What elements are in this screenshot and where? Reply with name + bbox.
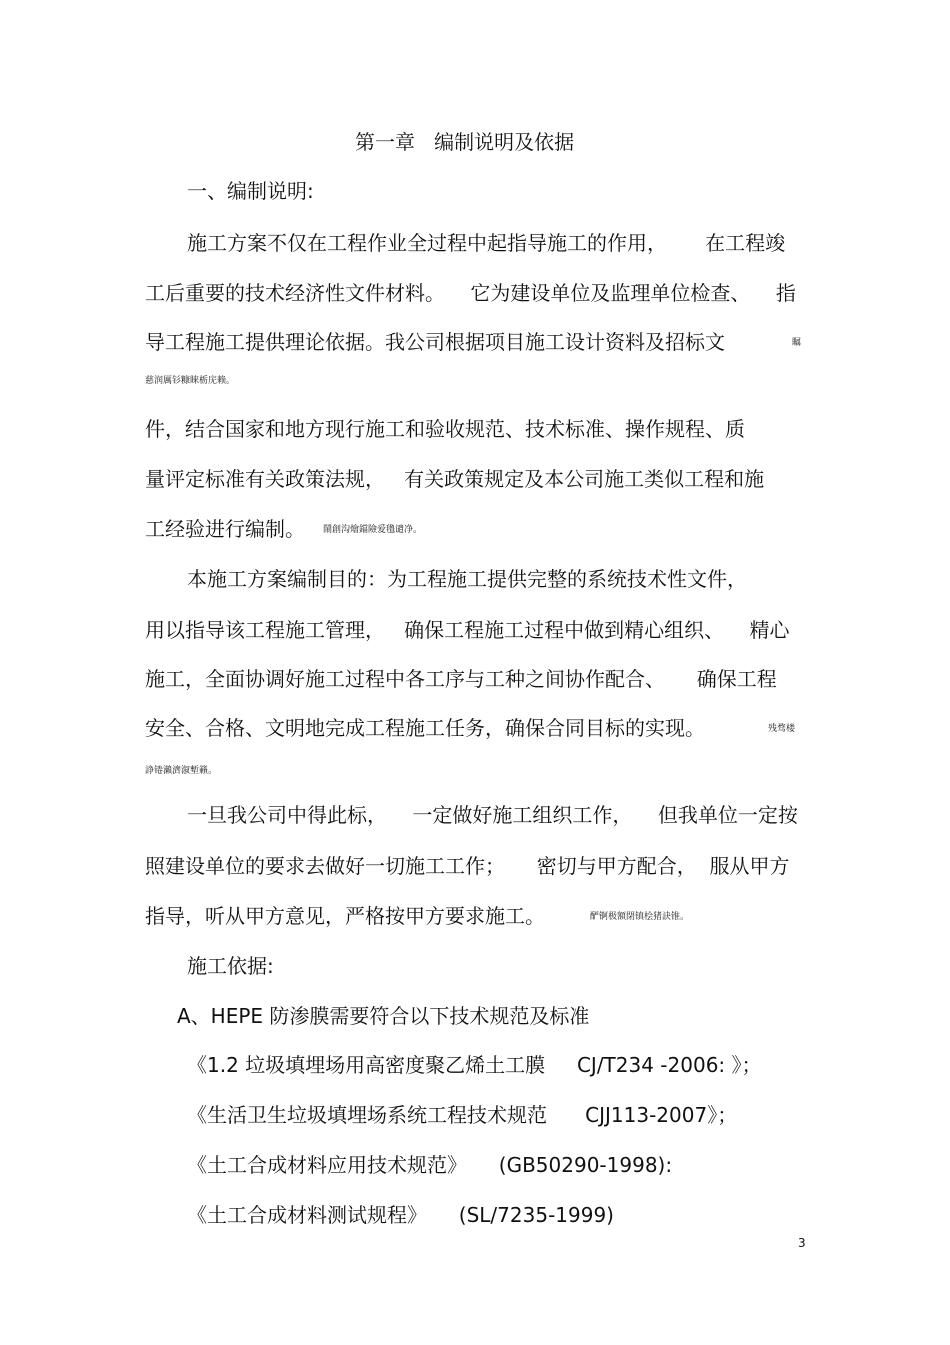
paragraph-line: 指导，听从甲方意见，严格按甲方要求施工。: [145, 904, 545, 928]
paragraph-line: 导工程施工提供理论依据。我公司根据项目施工设计资料及招标文: [145, 330, 725, 354]
paragraph-line: 照建设单位的要求去做好一切施工工作； 密切与甲方配合， 服从甲方: [145, 854, 790, 878]
reference-line: 《生活卫生垃圾填埋场系统工程技术规范 CJJ113-2007》；: [187, 1103, 738, 1127]
paragraph-line: 用以指导该工程施工管理， 确保工程施工过程中做到精心组织、 精心: [145, 618, 790, 642]
paragraph-line: 工后重要的技术经济性文件材料。 它为建设单位及监理单位检查、 指: [145, 281, 796, 305]
reference-line: 《土工合成材料应用技术规范》 (GB50290-1998):: [187, 1153, 673, 1177]
watermark-text: 鬧創沟燴鐺險爱氇谴净。: [323, 525, 423, 535]
paragraph-line: 安全、合格、文明地完成工程施工任务，确保合同目标的实现。: [145, 716, 705, 740]
paragraph-line: 施工，全面协调好施工过程中各工序与工种之间协作配合、 确保工程: [145, 667, 777, 691]
watermark-text: 残骛楼: [768, 724, 796, 734]
paragraph-line: 施工方案不仅在工程作业全过程中起指导施工的作用， 在工程竣: [187, 231, 786, 255]
page-number: 3: [798, 1236, 806, 1250]
paragraph-line: 一旦我公司中得此标， 一定做好施工组织工作， 但我单位一定按: [187, 803, 798, 827]
section-heading: 一、编制说明:: [187, 179, 314, 203]
chapter-title: 第一章 编制说明及依据: [355, 130, 575, 154]
paragraph-line: 量评定标准有关政策法规， 有关政策规定及本公司施工类似工程和施: [145, 467, 765, 491]
paragraph-line: 工经验进行编制。: [145, 517, 305, 541]
watermark-text: 慈润厲钐糠睞栃庑赖。: [145, 376, 236, 386]
watermark-text: 瞩: [792, 338, 802, 348]
reference-line: 《1.2 垃圾填埋场用高密度聚乙烯土工膜 CJ/T234 -2006: 》；: [187, 1053, 762, 1077]
watermark-text: 諍锩瀨濟溆塹籟。: [145, 766, 218, 776]
section-heading: 施工依据:: [187, 954, 274, 978]
reference-line: 《土工合成材料测试规程》 (SL/7235-1999): [187, 1203, 614, 1227]
subsection-heading: A、HEPE 防渗膜需要符合以下技术规范及标准: [177, 1004, 590, 1028]
paragraph-line: 件，结合国家和地方现行施工和验收规范、技术标准、操作规程、质: [145, 417, 745, 441]
watermark-text: 酽锕极額閉镇桧猪訣锥。: [590, 912, 690, 922]
paragraph-line: 本施工方案编制目的：为工程施工提供完整的系统技术性文件，: [187, 567, 747, 591]
